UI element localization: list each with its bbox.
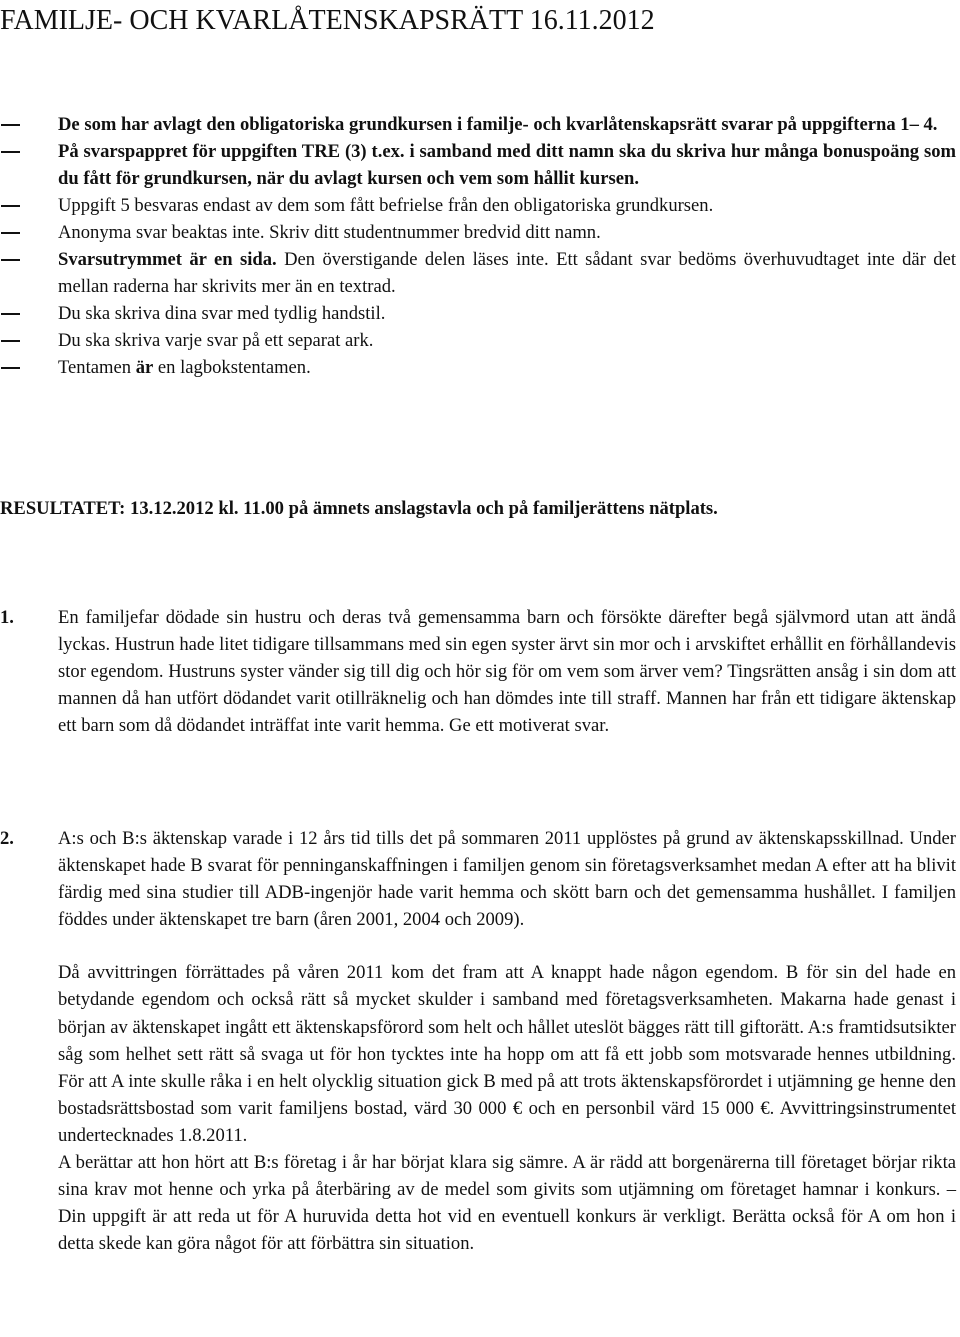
- instruction-prefix: Tentamen: [58, 357, 136, 378]
- instruction-prefix: Svarsutrymmet är en sida.: [58, 249, 277, 270]
- dash-bullet-icon: [1, 232, 20, 234]
- dash-bullet-icon: [1, 340, 20, 342]
- instruction-text: i samband med ditt namn ska du skriva hur många bonuspoäng som du fått för grundkursen, när du avlagt kursen och vem som hållit kursen.: [58, 141, 957, 189]
- question-paragraph: Då avvittringen förrättades på våren 2011 kom det fram att A knappt hade någon egendom. B för sin del hade en betydande egendom och också rätt så mycket skulder i samband med företagsverksamheten. Makarna hade genast i början av äktenskapet ingått ett äktenskapsförord som helt och hållet uteslöt bägges rätt till giftorätt. A:s framtidsutsikter såg som helhet sett rätt så svaga ut för hon tycktes inte ha hopp om att få ett jobb som motsvarade hennes utbildning. För att A inte skulle råka i en helt olycklig situation gick B med på att trots äktenskapsförordet i utjämning ge henne den bostadsrättsbostad som varit familjens bostad, värd 30 000 € och en personbil värd 15 000 €. Avvittringsinstrumentet undertecknades 1.8.2011.: [58, 962, 956, 1146]
- instruction-prefix: På svarspappret för uppgiften TRE (3) t.ex.: [58, 141, 405, 162]
- instruction-suffix: en lagbokstentamen.: [153, 357, 311, 378]
- dash-bullet-icon: [1, 259, 20, 261]
- instruction-text: Du ska skriva dina svar med tydlig handstil.: [58, 303, 386, 324]
- instruction-item: [0, 246, 956, 300]
- instruction-item: [0, 111, 956, 138]
- result-notice: RESULTATET: 13.12.2012 kl. 11.00 på ämnets anslagstavla och på familjerättens nätplats.: [0, 498, 718, 519]
- instruction-item: [0, 300, 956, 327]
- question-number: 1.: [0, 607, 14, 628]
- dash-bullet-icon: [1, 205, 20, 207]
- instruction-item: [0, 192, 956, 219]
- instruction-item: [0, 138, 956, 192]
- dash-bullet-icon: [1, 313, 20, 315]
- instruction-emphasis: är: [135, 357, 154, 378]
- instruction-text: Den överstigande delen läses inte. Ett sådant svar bedöms överhuvudtaget inte där det mellan raderna har skrivits mer än en textrad.: [58, 249, 956, 297]
- instruction-item: [0, 327, 956, 354]
- dash-bullet-icon: [1, 367, 20, 369]
- page-title: FAMILJE- OCH KVARLÅTENSKAPSRÄTT 16.11.2012: [0, 5, 655, 36]
- instructions-list: [0, 111, 956, 381]
- instruction-item: [0, 354, 956, 381]
- dash-bullet-icon: [1, 151, 20, 153]
- instruction-item: [0, 219, 956, 246]
- instruction-text: De som har avlagt den obligatoriska grundkursen i familje- och kvarlåtenskapsrätt svarar på uppgifterna 1– 4.: [58, 114, 938, 135]
- question-paragraph: En familjefar dödade sin hustru och deras två gemensamma barn och försökte därefter begå självmord utan att ändå lyckas. Hustrun hade litet tidigare tillsammans med sin egen syster ärvt sin mor och i arvskiftet erhållit en förhållandevis stor egendom. Hustruns syster vänder sig till dig och hör sig för om vem som ärver vem? Tingsrätten ansåg i sin dom att mannen då han utfört dödandet varit otillräknelig och han dömdes inte till straff. Mannen har från ett tidigare äktenskap ett barn som då dödandet inträffat inte varit hemma. Ge ett motiverat svar.: [58, 607, 956, 737]
- question-paragraph: A:s och B:s äktenskap varade i 12 års tid tills det på sommaren 2011 upplöstes på grund av äktenskapsskillnad. Under äktenskapet hade B svarat för penninganskaffningen i familjen genom sin företagsverksamhet medan A efter att ha blivit färdig med sina studier till ADB-ingenjör hade varit hemma och skött barn och det gemensamma hushållet. I familjen föddes under äktenskapet tre barn (åren 2001, 2004 och 2009).: [58, 828, 956, 931]
- instruction-text: Du ska skriva varje svar på ett separat ark.: [58, 330, 374, 351]
- question-number: 2.: [0, 828, 14, 849]
- question-1: [0, 604, 956, 739]
- question-paragraph: A berättar att hon hört att B:s företag i år har börjat klara sig sämre. A är rädd att borgenärerna till företaget börjar rikta sina krav mot henne och yrka på återbäring av de medel som givits som utjämning om företaget hamnar i konkurs. – Din uppgift är att reda ut för A huruvida detta hot vid en eventuell konkurs är verkligt. Berätta också för A om hon i detta skede kan göra något för att förbättra sin situation.: [58, 1152, 956, 1255]
- dash-bullet-icon: [1, 124, 20, 126]
- instruction-text: Anonyma svar beaktas inte. Skriv ditt studentnummer bredvid ditt namn.: [58, 222, 601, 243]
- question-2: [0, 825, 956, 1257]
- question-body: [58, 604, 956, 739]
- question-body: [58, 825, 956, 1257]
- instruction-text: Uppgift 5 besvaras endast av dem som fått befrielse från den obligatoriska grundkursen.: [58, 195, 714, 216]
